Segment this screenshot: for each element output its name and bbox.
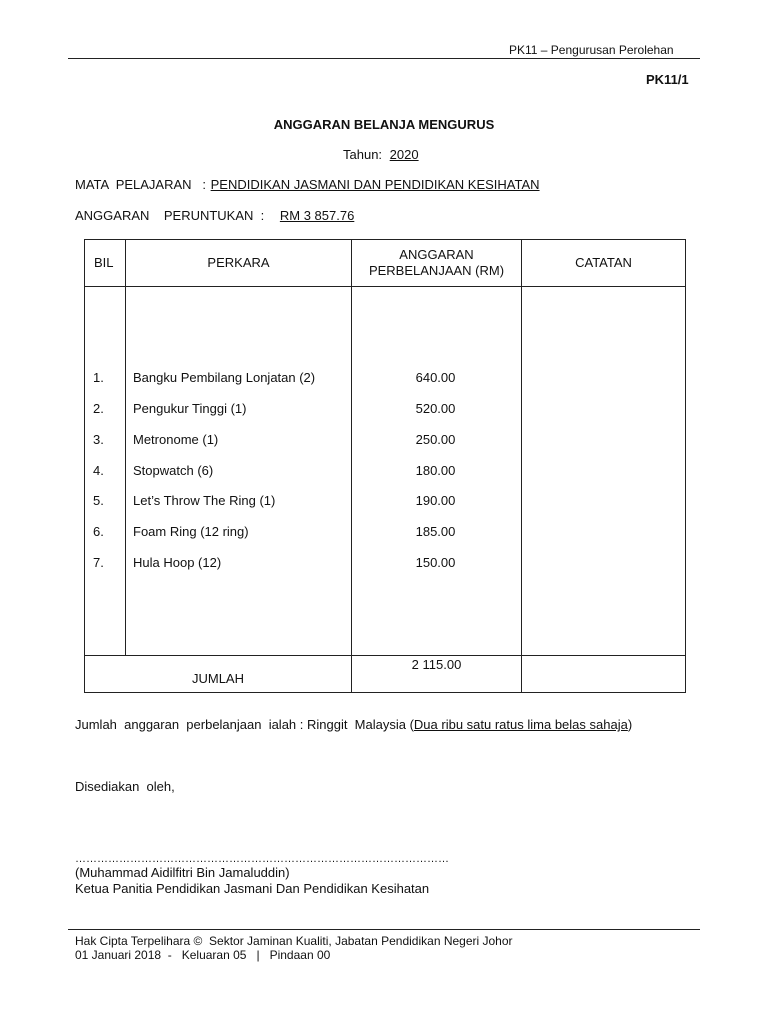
row-3-amount: 250.00 (415, 431, 456, 447)
row-7-amount: 150.00 (415, 554, 456, 570)
row-7-item: Hula Hoop (12) (133, 554, 222, 570)
header-code-line: PK11 – Pengurusan Perolehan (509, 43, 674, 57)
notes-column (522, 287, 686, 656)
table-body-row (85, 287, 686, 656)
footer-copyright: Hak Cipta Terpelihara © Sektor Jaminan Kualiti, Jabatan Pendidikan Negeri Johor (75, 934, 513, 948)
year-value: 2020 (389, 147, 419, 162)
signatory-position: Ketua Panitia Pendidikan Jasmani Dan Pendidikan Kesihatan (75, 881, 430, 896)
row-3-item: Metronome (1) (133, 431, 219, 447)
row-6-bil: 6. (93, 524, 104, 540)
row-7-bil: 7. (93, 554, 104, 570)
amount-column (352, 287, 522, 656)
subject-label: MATA PELAJARAN : (75, 177, 206, 192)
row-5-bil: 5. (93, 493, 104, 509)
row-2-item: Pengukur Tinggi (1) (133, 401, 247, 416)
row-5-item: Let’s Throw The Ring (1) (133, 493, 276, 509)
document-title: ANGGARAN BELANJA MENGURUS (273, 117, 495, 132)
sum-sentence-prefix: Jumlah anggaran perbelanjaan ialah : Ringgit Malaysia ( (75, 717, 414, 732)
bil-column (85, 287, 126, 656)
row-4-amount: 180.00 (415, 462, 456, 478)
row-5-amount: 190.00 (415, 493, 456, 509)
row-1-item: Bangku Pembilang Lonjatan (2) (133, 370, 316, 386)
row-2-amount: 520.00 (415, 401, 456, 416)
header-rule (68, 58, 700, 59)
sum-sentence-words: Dua ribu satu ratus lima belas sahaja (413, 717, 628, 732)
subject-line (75, 177, 540, 192)
form-code: PK11/1 (646, 72, 689, 87)
row-6-amount: 185.00 (415, 524, 456, 540)
total-notes-cell (522, 656, 686, 693)
footer-rule (68, 929, 700, 930)
table-total-row (85, 656, 686, 693)
signature-line: ………………………………………………………………………………………… (75, 853, 449, 865)
column-header-bil: BIL (85, 240, 126, 287)
column-header-notes: CATATAN (522, 240, 686, 287)
row-1-amount: 640.00 (415, 370, 456, 386)
year-label: Tahun: (343, 147, 383, 162)
prepared-by-label: Disediakan oleh, (75, 779, 175, 794)
item-column (126, 287, 352, 656)
footer-issue: 01 Januari 2018 - Keluaran 05 | Pindaan 00 (75, 948, 331, 962)
subject-value: PENDIDIKAN JASMANI DAN PENDIDIKAN KESIHATAN (210, 177, 540, 192)
year-line (343, 147, 419, 162)
allocation-line (75, 208, 354, 223)
signatory-name: (Muhammad Aidilfitri Bin Jamaluddin) (75, 865, 290, 880)
table-header-row (85, 240, 686, 287)
row-4-item: Stopwatch (6) (133, 462, 214, 478)
budget-table (84, 239, 686, 693)
row-1-bil: 1. (93, 370, 104, 386)
row-6-item: Foam Ring (12 ring) (133, 524, 249, 540)
row-3-bil: 3. (93, 431, 104, 447)
sum-sentence-suffix: ) (627, 717, 633, 732)
total-value: 2 115.00 (352, 656, 522, 693)
allocation-label: ANGGARAN PERUNTUKAN : (75, 208, 265, 223)
row-4-bil: 4. (93, 462, 104, 478)
column-header-amount (352, 240, 522, 287)
allocation-value: RM 3 857.76 (279, 208, 355, 223)
total-label: JUMLAH (85, 656, 352, 693)
column-header-amount-line1: ANGGARAN (399, 247, 474, 262)
column-header-amount-line2: PERBELANJAAN (RM) (368, 263, 505, 278)
sum-sentence (75, 717, 632, 732)
column-header-item: PERKARA (126, 240, 352, 287)
row-2-bil: 2. (93, 401, 104, 416)
